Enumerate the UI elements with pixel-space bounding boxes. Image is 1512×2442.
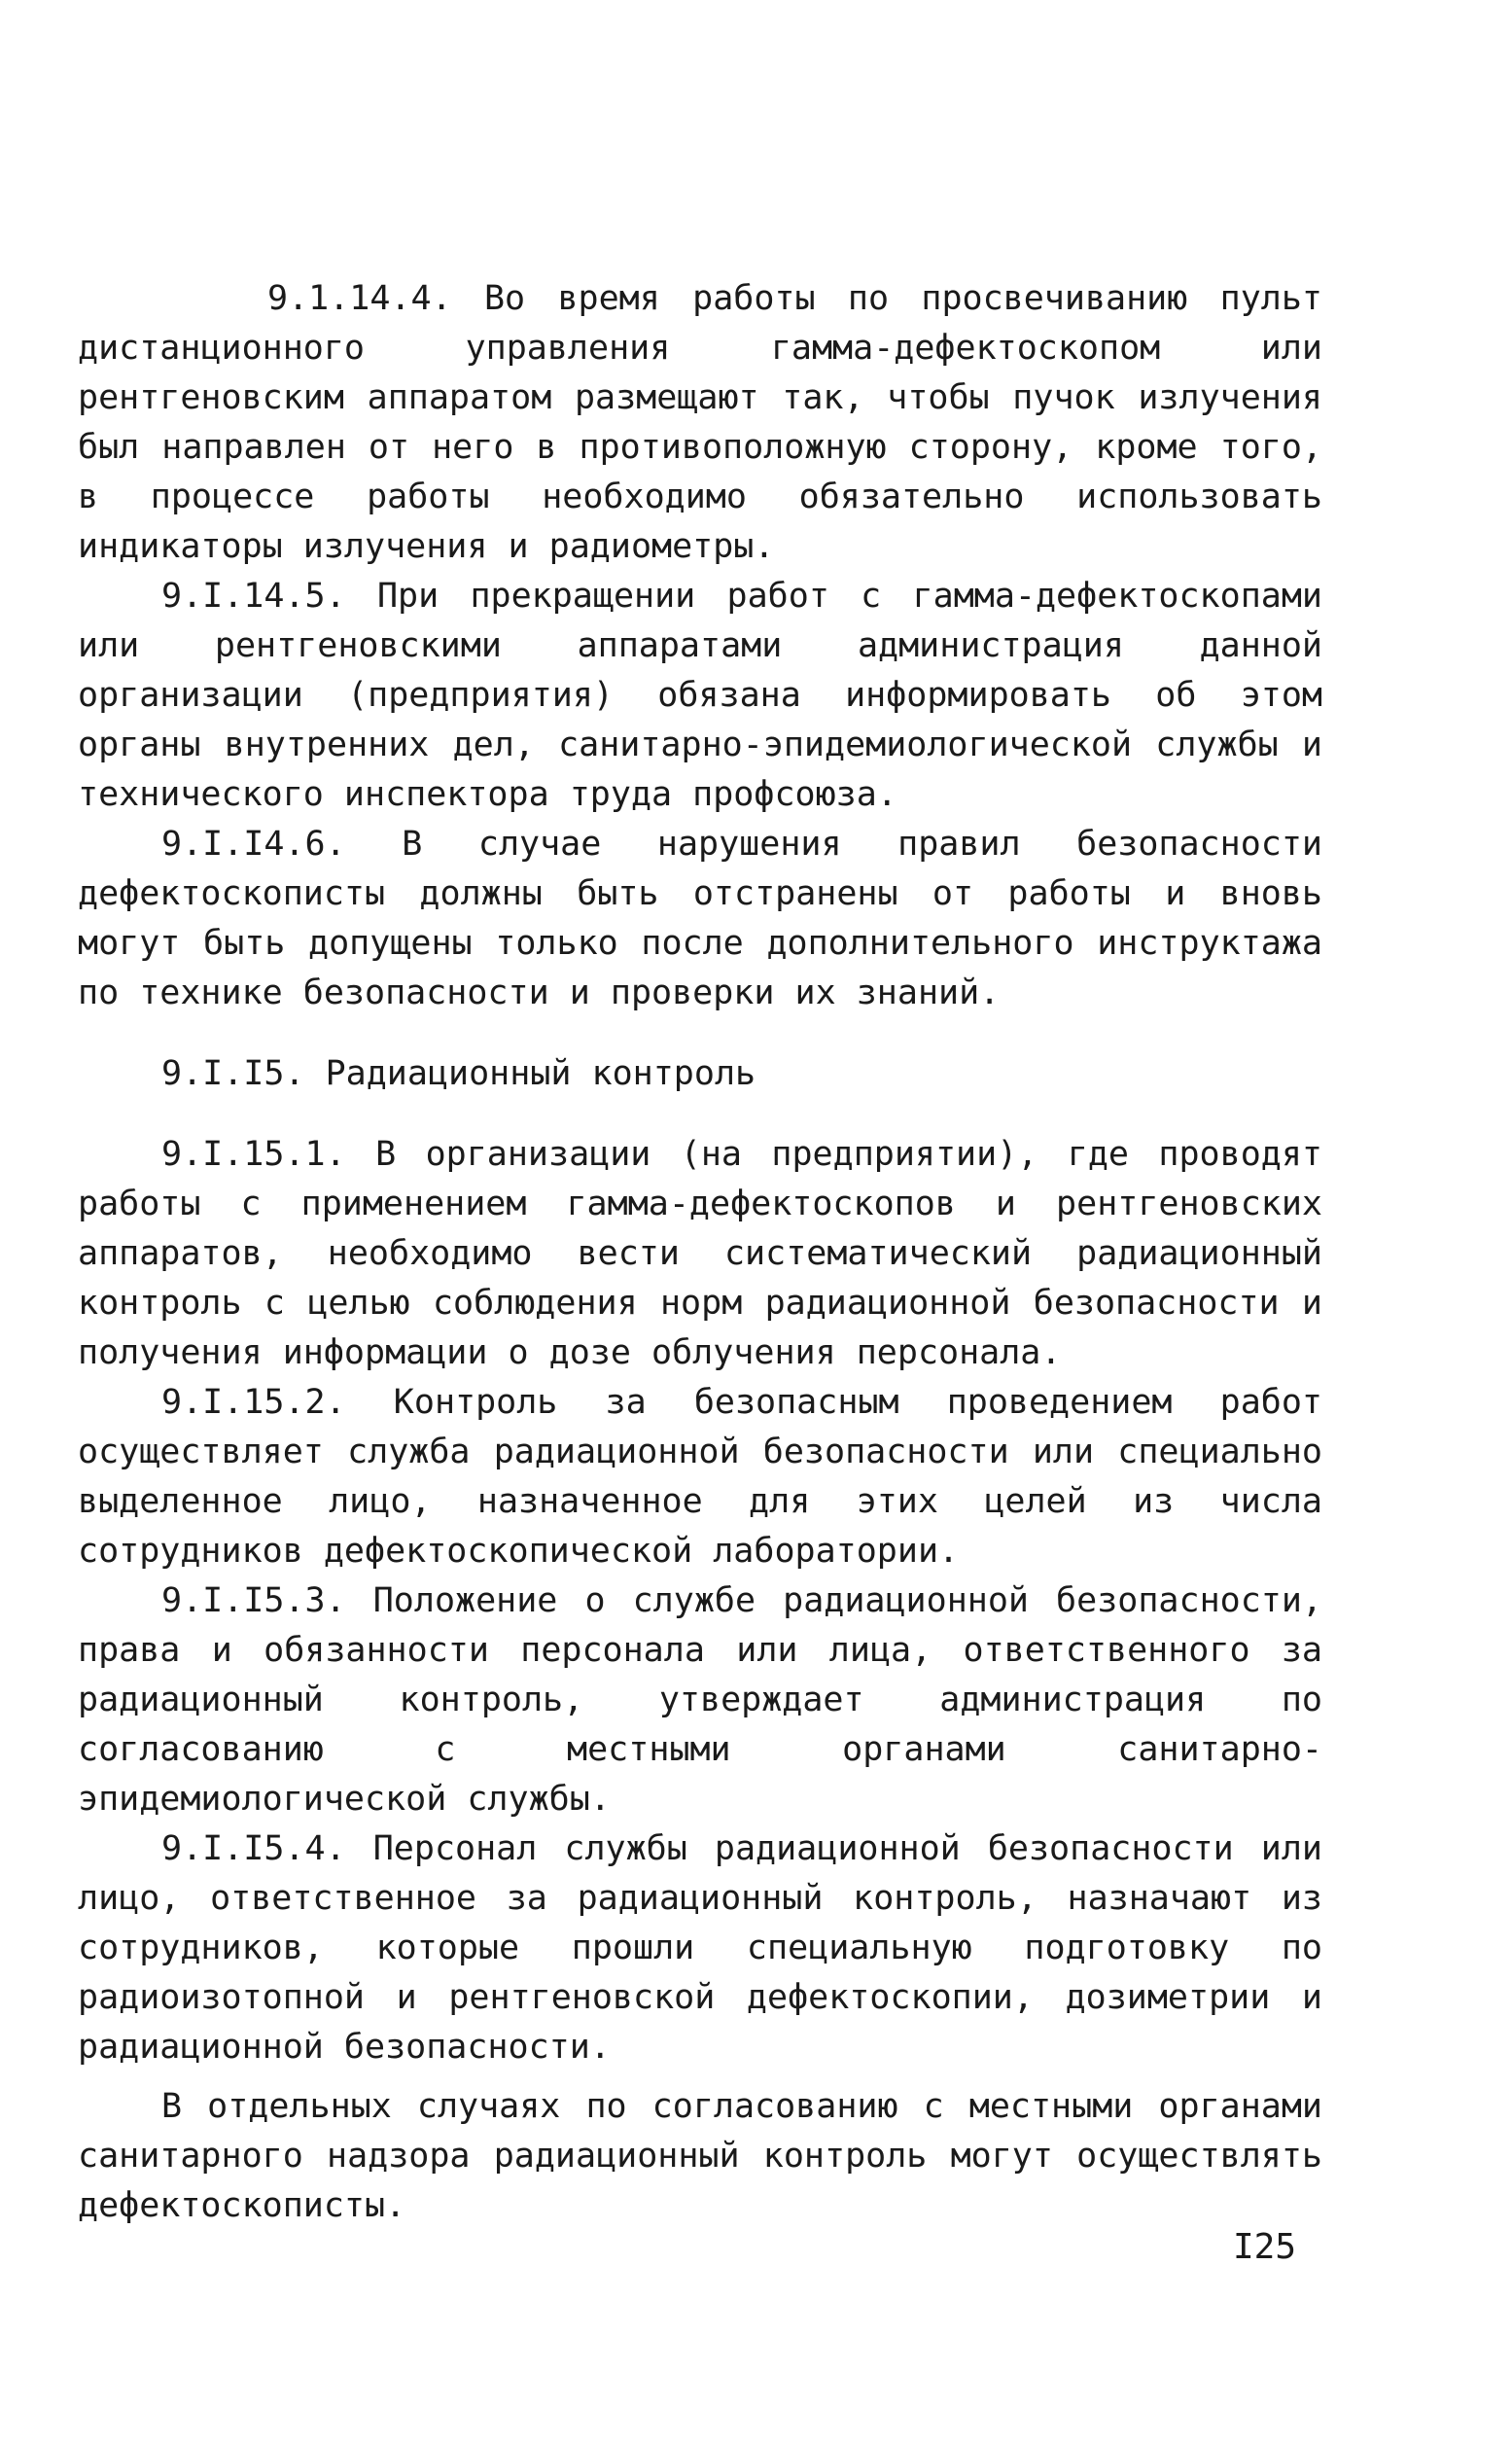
paragraph-9-1-14-5: 9.I.14.5. При прекращении работ с гамма-дефектоскопами или рентгеновскими аппаратами администрация данной организации (предприятия) обязана информировать об этом органы внутренних дел, санитарно-эпидемиологической службы и технического инспектора труда профсоюза. bbox=[78, 577, 1322, 814]
paragraph-9-1-15-4: 9.I.I5.4. Персонал службы радиационной безопасности или лицо, ответственное за радиационный контроль, назначают из сотрудников, которые прошли специальную подготовку по радиоизотопной и рентгеновской дефектоскопии, дозиметрии и радиационной безопасности. bbox=[78, 1829, 1322, 2067]
paragraph-9-1-15-2: 9.I.15.2. Контроль за безопасным проведением работ осуществляет служба радиационной безопасности или специально выделенное лицо, назначенное для этих целей из числа сотрудников дефектоскопической лаборатории. bbox=[78, 1383, 1322, 1571]
body-text bbox=[78, 274, 1322, 2231]
paragraph-9-1-14-6: 9.I.I4.6. В случае нарушения правил безопасности дефектоскописты должны быть отстранены от работы и вновь могут быть допущены только после дополнительного инструктажа по технике безопасности и проверки их знаний. bbox=[78, 825, 1322, 1012]
paragraph-9-1-15-4-continuation: В отдельных случаях по согласованию с местными органами санитарного надзора радиационный контроль могут осуществлять дефектоскописты. bbox=[78, 2087, 1322, 2225]
page-number: I25 bbox=[1233, 2227, 1297, 2267]
paragraph-9-1-15-3: 9.I.I5.3. Положение о службе радиационной безопасности, права и обязанности персонала или лица, ответственного за радиационный контроль, утверждает администрация по согласованию с местными органами санитарно-эпидемиологической службы. bbox=[78, 1581, 1322, 1819]
section-heading-9-1-15: 9.I.I5. Радиационный контроль bbox=[161, 1054, 756, 1093]
paragraph-9-1-15-1: 9.I.15.1. В организации (на предприятии), где проводят работы с применением гамма-дефектоскопов и рентгеновских аппаратов, необходимо вести систематический радиационный контроль с целью соблюдения норм радиационной безопасности и получения информации о дозе облучения персонала. bbox=[78, 1135, 1322, 1372]
paragraph-9-1-14-4: 9.1.14.4. Во время работы по просвечиванию пульт дистанционного управления гамма-дефектоскопом или рентгеновским аппаратом размещают так, чтобы пучок излучения был направлен от него в противоположную сторону, кроме того, в процессе работы необходимо обязательно использовать индикаторы излучения и радиометры. bbox=[78, 279, 1322, 566]
